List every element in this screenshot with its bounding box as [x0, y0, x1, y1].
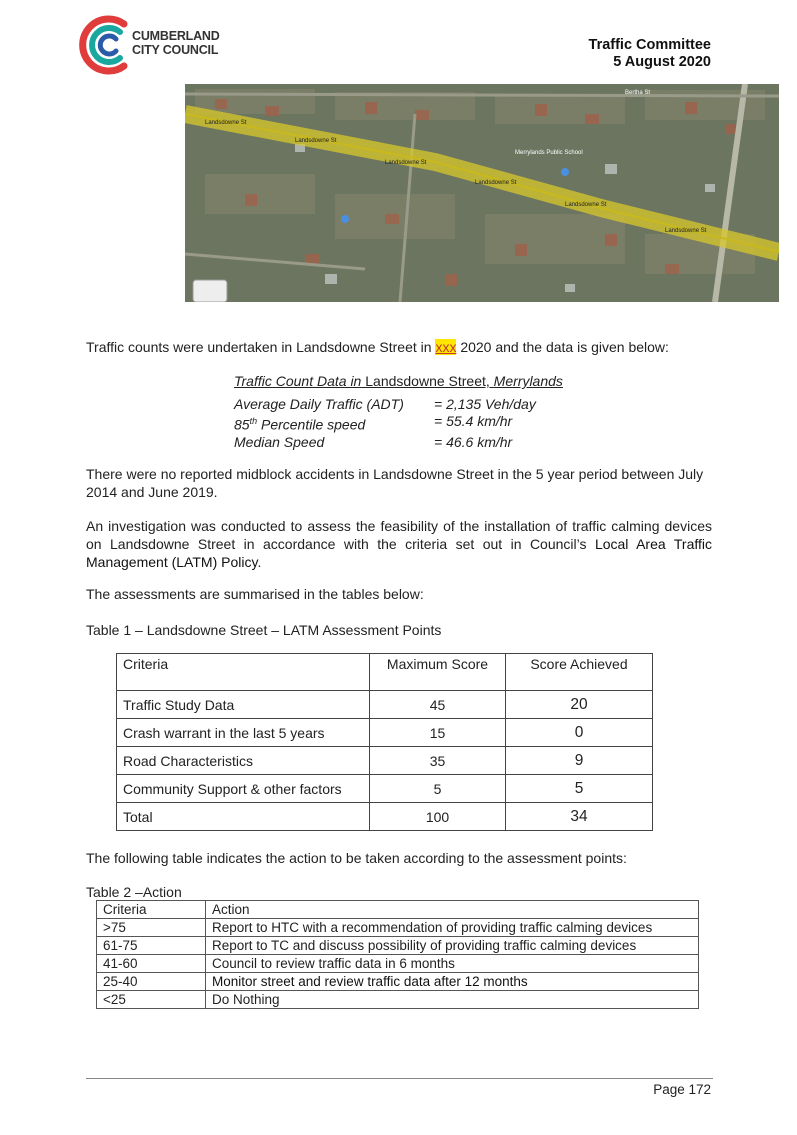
table-header-cell: Criteria: [97, 901, 206, 919]
summary-paragraph: The assessments are summarised in the tables below:: [86, 586, 424, 602]
count-data-title: Traffic Count Data in Landsdowne Street, Merrylands: [234, 373, 563, 389]
count-data-row: 85th Percentile speed = 55.4 km/hr: [234, 413, 513, 433]
table-row: [117, 691, 653, 719]
table-cell: Report to TC and discuss possibility of providing traffic calming devices: [206, 937, 699, 955]
table-header-row: [117, 654, 653, 691]
map-label-6: Landsdowne St: [665, 228, 707, 234]
table-cell: Do Nothing: [206, 991, 699, 1009]
table-row: [97, 937, 699, 955]
table-row: [97, 973, 699, 991]
page-header: [589, 37, 711, 71]
map-pin-icon: [561, 168, 569, 176]
table-cell: 35: [370, 747, 506, 775]
table-cell: Council to review traffic data in 6 months: [206, 955, 699, 973]
table-row: [117, 719, 653, 747]
table-cell: Crash warrant in the last 5 years: [117, 719, 370, 747]
header-title: Traffic Committee: [588, 37, 711, 53]
aerial-map-image: [185, 84, 779, 302]
footer-divider: [86, 1078, 713, 1079]
table-header-cell: Criteria: [117, 654, 370, 691]
table-header-cell: Action: [206, 901, 699, 919]
table-row: [97, 955, 699, 973]
table-cell: 61-75: [97, 937, 206, 955]
table-cell: Total: [117, 803, 370, 831]
action-paragraph: The following table indicates the action to be taken according to the assessment points:: [86, 850, 627, 866]
logo-line-1: CUMBERLAND: [132, 29, 220, 43]
table-cell: 20: [506, 691, 653, 719]
table-cell: Community Support & other factors: [117, 775, 370, 803]
table2-caption: Table 2 –Action: [86, 884, 182, 900]
table-cell: 100: [370, 803, 506, 831]
table-row: [117, 747, 653, 775]
table1-caption: Table 1 – Landsdowne Street – LATM Assessment Points: [86, 622, 442, 638]
table-cell: Report to HTC with a recommendation of providing traffic calming devices: [206, 919, 699, 937]
council-logo-icon: [76, 14, 138, 76]
map-label-4: Landsdowne St: [475, 180, 517, 186]
map-layer-toggle[interactable]: [193, 280, 227, 302]
map-label-3: Landsdowne St: [385, 160, 427, 166]
logo-line-2: CITY COUNCIL: [132, 43, 219, 57]
map-label-5: Landsdowne St: [565, 202, 607, 208]
map-label-school: Merrylands Public School: [515, 150, 583, 156]
table-cell: 5: [370, 775, 506, 803]
table-cell: 5: [506, 775, 653, 803]
map-label-bertha: Bertha St: [625, 90, 651, 96]
table-cell-total-score: 34: [506, 803, 653, 831]
latm-assessment-table: [116, 653, 653, 831]
latm-policy-reference: Local Area Traffic Management (LATM) Policy: [86, 536, 712, 570]
logo-text: [132, 29, 220, 57]
table-cell: 15: [370, 719, 506, 747]
table-row-total: [117, 803, 653, 831]
page-number: Page 172: [653, 1082, 711, 1097]
count-data-row: Average Daily Traffic (ADT) = 2,135 Veh/day: [234, 396, 536, 412]
intro-paragraph: Traffic counts were undertaken in Landsdowne Street in xxx 2020 and the data is given below:: [86, 339, 669, 355]
count-data-row: Median Speed = 46.6 km/hr: [234, 433, 513, 450]
investigation-paragraph: An investigation was conducted to assess the feasibility of the installation of traffic calming devices on Landsdowne Street in accordance with the criteria set out in Council’s Local Area Traffic Management (LATM) Policy.: [86, 518, 712, 570]
action-table: [96, 900, 699, 1009]
placeholder-highlight: xxx: [435, 339, 457, 355]
header-date: 5 August 2020: [613, 54, 711, 70]
table-cell: 45: [370, 691, 506, 719]
table-cell: 9: [506, 747, 653, 775]
map-label-1: Landsdowne St: [205, 120, 247, 126]
table-header-cell: Score Achieved: [506, 654, 653, 691]
table-cell: 41-60: [97, 955, 206, 973]
table-cell: 25-40: [97, 973, 206, 991]
table-cell: >75: [97, 919, 206, 937]
table-row: [117, 775, 653, 803]
table-cell: Traffic Study Data: [117, 691, 370, 719]
table-cell: <25: [97, 991, 206, 1009]
accidents-paragraph: There were no reported midblock accidents in Landsdowne Street in the 5 year period between July 2014 and June 2019.: [86, 466, 704, 500]
table-header-cell: Maximum Score: [370, 654, 506, 691]
table-row: [97, 991, 699, 1009]
table-cell: Road Characteristics: [117, 747, 370, 775]
table-header-row: [97, 901, 699, 919]
map-pin-icon: [341, 215, 349, 223]
table-row: [97, 919, 699, 937]
map-label-2: Landsdowne St: [295, 138, 337, 144]
table-cell: Monitor street and review traffic data after 12 months: [206, 973, 699, 991]
table-cell: 0: [506, 719, 653, 747]
aerial-map: [185, 84, 779, 302]
traffic-count-data: [234, 373, 563, 451]
